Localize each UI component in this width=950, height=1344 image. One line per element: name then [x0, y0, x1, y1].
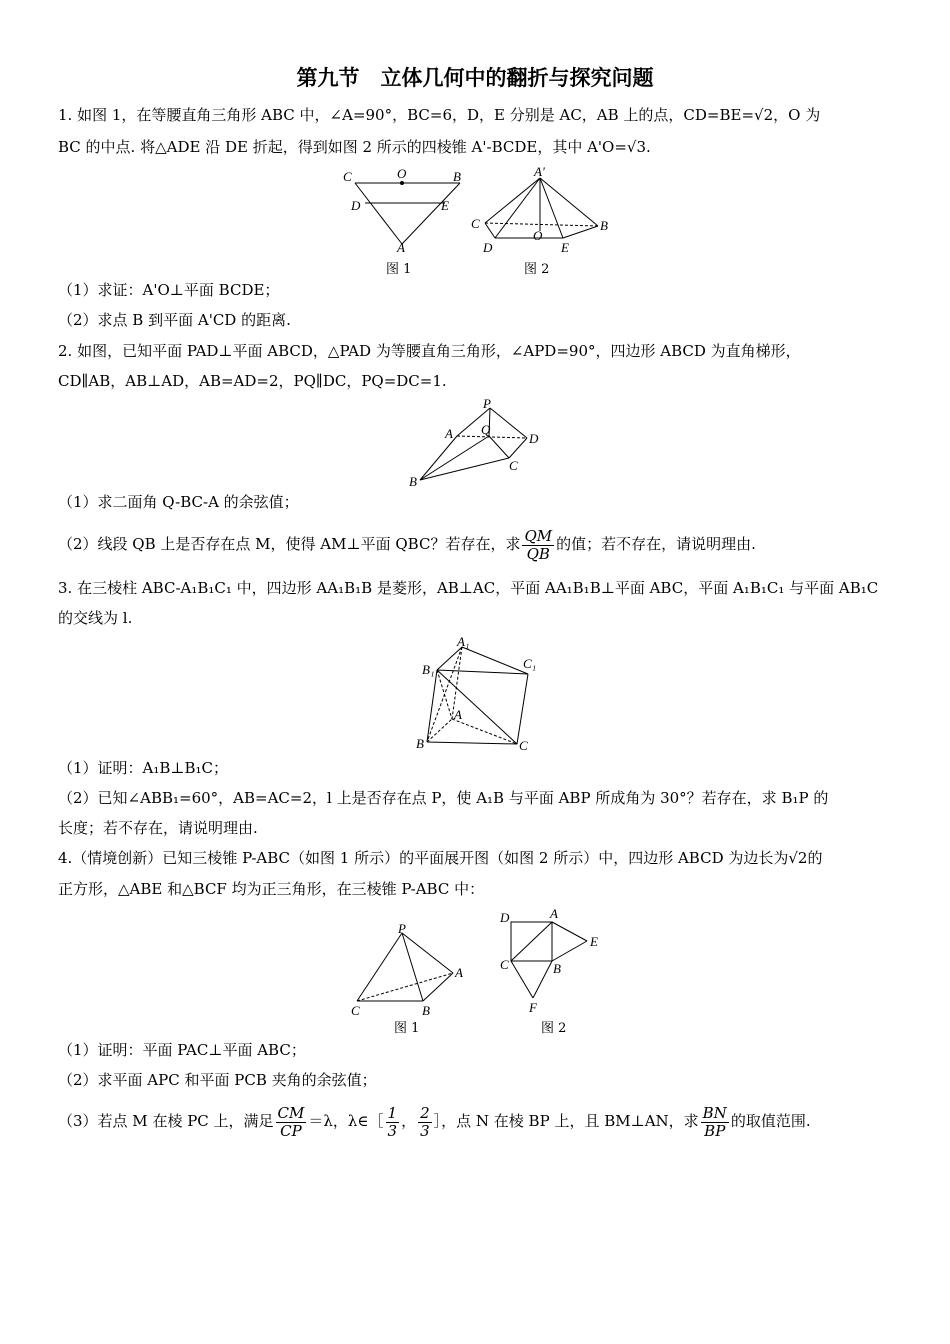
p4-q3-fraction-2-3: [418, 1105, 432, 1140]
svg-text:A: A: [454, 707, 462, 722]
p2-line2: CD∥AB，AB⊥AD，AB=AD=2，PQ∥DC，PQ=DC=1.: [58, 372, 447, 390]
p4-fig2-diagram: [499, 906, 598, 1015]
svg-text:B: B: [453, 169, 461, 184]
svg-text:C: C: [471, 216, 480, 231]
p4-q2: （2）求平面 APC 和平面 PCB 夹角的余弦值；: [58, 1071, 377, 1089]
p4-q3-separator: ，: [401, 1112, 417, 1130]
svg-text:B: B: [553, 961, 561, 976]
p4-fraction-numerator: 2: [420, 1103, 430, 1122]
p1-line2: BC 的中点. 将△ADE 沿 DE 折起，得到如图 2 所示的四棱锥 A'-BCDE，其中 A'O=√3.: [58, 138, 651, 156]
p1-fig2-caption: 图 2: [524, 262, 550, 277]
svg-text:A: A: [550, 906, 558, 921]
p3-line1: 3. 在三棱柱 ABC-A₁B₁C₁ 中，四边形 AA₁B₁B 是菱形，AB⊥AC，平面 AA₁B₁B⊥平面 ABC，平面 A₁B₁C₁ 与平面 AB₁C: [58, 579, 879, 597]
svg-text:E: E: [590, 934, 598, 949]
p4-fig2-caption: 图 2: [541, 1021, 567, 1036]
svg-text:P: P: [483, 398, 491, 411]
svg-text:D: D: [529, 431, 539, 446]
p4-fraction-numerator: 1: [387, 1103, 398, 1122]
p1-fig1-caption: 图 1: [386, 262, 412, 277]
svg-text:A: A: [397, 240, 405, 255]
svg-text:C: C: [519, 738, 528, 753]
p4-q3-fraction-bn-bp: [701, 1105, 729, 1140]
p1-q1: （1）求证：A'O⊥平面 BCDE；: [58, 281, 280, 299]
p4-fraction-denominator: 3: [420, 1121, 430, 1140]
p4-fig1-caption: 图 1: [394, 1021, 420, 1036]
p2-q2-fraction: [522, 528, 554, 563]
svg-text:P: P: [398, 921, 406, 936]
p1-fig1-diagram: [343, 166, 461, 255]
svg-text:F: F: [529, 1000, 537, 1015]
svg-text:B: B: [409, 474, 417, 489]
svg-text:B: B: [600, 218, 608, 233]
p4-fraction-denominator: 3: [387, 1121, 398, 1140]
p4-q3: [58, 1100, 811, 1142]
svg-text:C: C: [343, 169, 352, 184]
svg-text:D: D: [483, 240, 493, 255]
p1-figures: [335, 166, 625, 258]
svg-text:C: C: [500, 957, 509, 972]
svg-text:D: D: [351, 198, 361, 213]
p2-q1: （1）求二面角 Q-BC-A 的余弦值；: [58, 493, 299, 511]
p2-line1: 2. 如图，已知平面 PAD⊥平面 ABCD，△PAD 为等腰直角三角形，∠APD=90°，四边形 ABCD 为直角梯形，: [58, 342, 801, 360]
p4-figures: [345, 905, 610, 1020]
svg-text:O: O: [533, 228, 543, 243]
svg-text:E: E: [441, 198, 449, 213]
p3-q2-line2: 长度；若不存在，请说明理由.: [58, 819, 258, 837]
svg-text:B: B: [416, 736, 424, 751]
svg-text:O: O: [397, 166, 407, 181]
p4-q3-text-b: ＝λ，λ∈［: [308, 1112, 384, 1130]
p4-line2: 正方形，△ABE 和△BCF 均为正三角形，在三棱锥 P-ABC 中：: [58, 880, 485, 898]
p4-q3-text-a: （3）若点 M 在棱 PC 上，满足: [58, 1112, 274, 1130]
p1-fig2-diagram: [471, 166, 608, 255]
p4-fig1-diagram: [351, 921, 463, 1018]
p3-figure: [410, 634, 545, 754]
p4-line1: 4.（情境创新）已知三棱锥 P-ABC（如图 1 所示）的平面展开图（如图 2 所示）中，四边形 ABCD 为边长为√2的: [58, 849, 823, 867]
p2-q2: [58, 523, 756, 565]
svg-text:B₁: B₁: [422, 662, 435, 677]
p4-q3-fraction-cm-cp: [276, 1105, 307, 1140]
p1-line1: 1. 如图 1，在等腰直角三角形 ABC 中，∠A=90°，BC=6，D，E 分别是 AC，AB 上的点，CD=BE=√2，O 为: [58, 106, 821, 124]
svg-text:A: A: [455, 965, 463, 980]
svg-text:C: C: [351, 1003, 360, 1018]
svg-text:B: B: [422, 1003, 430, 1018]
svg-text:D: D: [500, 910, 510, 925]
p4-q3-text-d: 的取值范围.: [730, 1112, 811, 1130]
svg-text:A: A: [445, 426, 453, 441]
p4-q3-text-c: ］，点 N 在棱 BP 上，且 BM⊥AN，求: [433, 1112, 699, 1130]
p3-q1: （1）证明：A₁B⊥B₁C；: [58, 759, 229, 777]
p4-fraction-numerator: BN: [702, 1103, 727, 1122]
svg-text:C: C: [509, 458, 518, 473]
p4-fraction-denominator: CP: [280, 1121, 302, 1140]
svg-text:Q: Q: [481, 422, 491, 437]
p1-q2: （2）求点 B 到平面 A'CD 的距离.: [58, 311, 291, 329]
p2-figure: [405, 398, 545, 490]
p2-fraction-numerator: QM: [524, 526, 553, 545]
p4-fraction-denominator: BP: [704, 1121, 726, 1140]
svg-text:C₁: C₁: [523, 656, 537, 671]
page-title: 第九节 立体几何中的翻折与探究问题: [296, 66, 654, 90]
p2-q2-text-a: （2）线段 QB 上是否存在点 M，使得 AM⊥平面 QBC？若存在，求: [58, 535, 521, 553]
svg-text:E: E: [561, 240, 569, 255]
svg-text:A₁: A₁: [457, 634, 470, 649]
p4-q1: （1）证明：平面 PAC⊥平面 ABC；: [58, 1041, 306, 1059]
p3-line2: 的交线为 l.: [58, 609, 133, 627]
p4-q3-fraction-1-3: [386, 1105, 400, 1140]
p2-q2-text-b: 的值；若不存在，请说明理由.: [556, 535, 756, 553]
svg-text:A′: A′: [534, 166, 545, 179]
p2-fraction-denominator: QB: [526, 544, 550, 563]
p3-q2-line1: （2）已知∠ABB₁=60°，AB=AC=2，l 上是否存在点 P，使 A₁B 与平面 ABP 所成角为 30°？若存在，求 B₁P 的: [58, 789, 829, 807]
p4-fraction-numerator: CM: [277, 1103, 305, 1122]
